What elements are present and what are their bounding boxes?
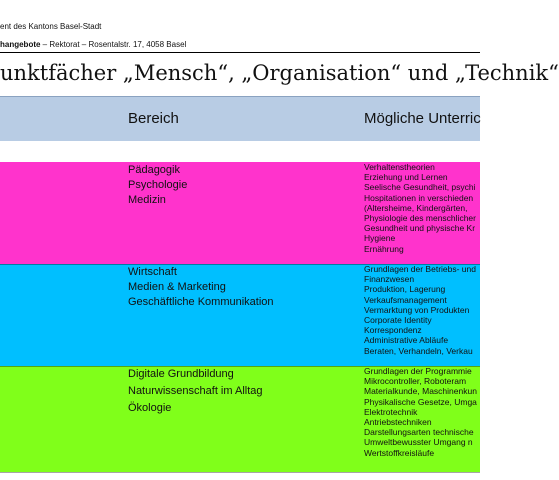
subject-list bbox=[364, 264, 476, 356]
area-item: Psychologie bbox=[128, 179, 188, 191]
subject-item: Beraten, Verhandeln, Verkau bbox=[364, 345, 473, 356]
table-spacer-row bbox=[0, 141, 480, 164]
subject-list bbox=[364, 366, 477, 458]
subject-item: Mikrocontroller, Roboteram bbox=[364, 376, 467, 387]
subject-list bbox=[364, 162, 476, 254]
row-divider bbox=[0, 366, 480, 367]
subject-item: Vermarktung von Produkten bbox=[364, 304, 470, 315]
subject-item: Finanzwesen bbox=[364, 274, 415, 285]
subject-item: Grundlagen der Programmie bbox=[364, 366, 472, 376]
table-header-row bbox=[0, 96, 480, 142]
subject-item: Hygiene bbox=[364, 233, 396, 244]
subject-item: Verkaufsmanagement bbox=[364, 294, 447, 305]
header-rule bbox=[0, 52, 480, 53]
subject-item: Wertstoffkreisläufe bbox=[364, 447, 435, 458]
row-divider bbox=[0, 472, 480, 473]
header-address-bold: hangebote bbox=[0, 40, 41, 49]
subject-item: Seelische Gesundheit, psychi bbox=[364, 182, 476, 193]
area-item: Digitale Grundbildung bbox=[128, 368, 234, 380]
area-item: Ökologie bbox=[128, 402, 172, 414]
area-item: Medizin bbox=[128, 194, 166, 206]
column-header-bereich: Bereich bbox=[128, 110, 179, 127]
subject-item: (Altersheime, Kindergärten, bbox=[364, 202, 468, 213]
subject-item: Erziehung und Lernen bbox=[364, 172, 448, 183]
subject-item: Darstellungsarten technische bbox=[364, 427, 474, 438]
column-header-unterricht: Mögliche Unterric bbox=[364, 110, 481, 127]
area-item: Medien & Marketing bbox=[128, 281, 226, 293]
header-address bbox=[0, 40, 186, 49]
subject-item: Materialkunde, Maschinenkun bbox=[364, 386, 477, 397]
subject-item: Administrative Abläufe bbox=[364, 335, 449, 346]
subject-item: Antriebstechniken bbox=[364, 417, 432, 428]
subject-item: Physikalische Gesetze, Umga bbox=[364, 396, 477, 407]
area-item: Geschäftliche Kommunikation bbox=[128, 296, 274, 308]
area-list bbox=[128, 264, 274, 310]
subject-item: Corporate Identity bbox=[364, 315, 432, 326]
page-title: unktfächer „Mensch“, „Organisation“ und „Technik“ bbox=[0, 61, 559, 85]
area-item: Pädagogik bbox=[128, 164, 180, 176]
subject-item: Grundlagen der Betriebs- und bbox=[364, 264, 476, 274]
subject-item: Produktion, Lagerung bbox=[364, 284, 446, 295]
header-address-rest: – Rektorat – Rosentalstr. 17, 4058 Basel bbox=[40, 40, 187, 49]
subject-item: Physiologie des menschlicher bbox=[364, 213, 476, 224]
subject-item: Verhaltenstheorien bbox=[364, 162, 435, 172]
table-row-technik bbox=[0, 366, 480, 472]
row-divider bbox=[0, 264, 480, 265]
area-list bbox=[128, 366, 263, 417]
table-row-mensch bbox=[0, 162, 480, 264]
area-list bbox=[128, 162, 187, 208]
subject-item: Umweltbewusster Umgang n bbox=[364, 437, 473, 448]
area-item: Wirtschaft bbox=[128, 266, 177, 278]
subject-item: Elektrotechnik bbox=[364, 406, 418, 417]
area-item: Naturwissenschaft im Alltag bbox=[128, 385, 263, 397]
subject-item: Korrespondenz bbox=[364, 325, 422, 336]
subject-item: Hospitationen in verschieden bbox=[364, 192, 474, 203]
table-row-organisation bbox=[0, 264, 480, 366]
header-institution: ent des Kantons Basel-Stadt bbox=[0, 22, 102, 31]
subject-item: Gesundheit und physische Kr bbox=[364, 223, 476, 234]
subject-item: Ernährung bbox=[364, 243, 404, 254]
